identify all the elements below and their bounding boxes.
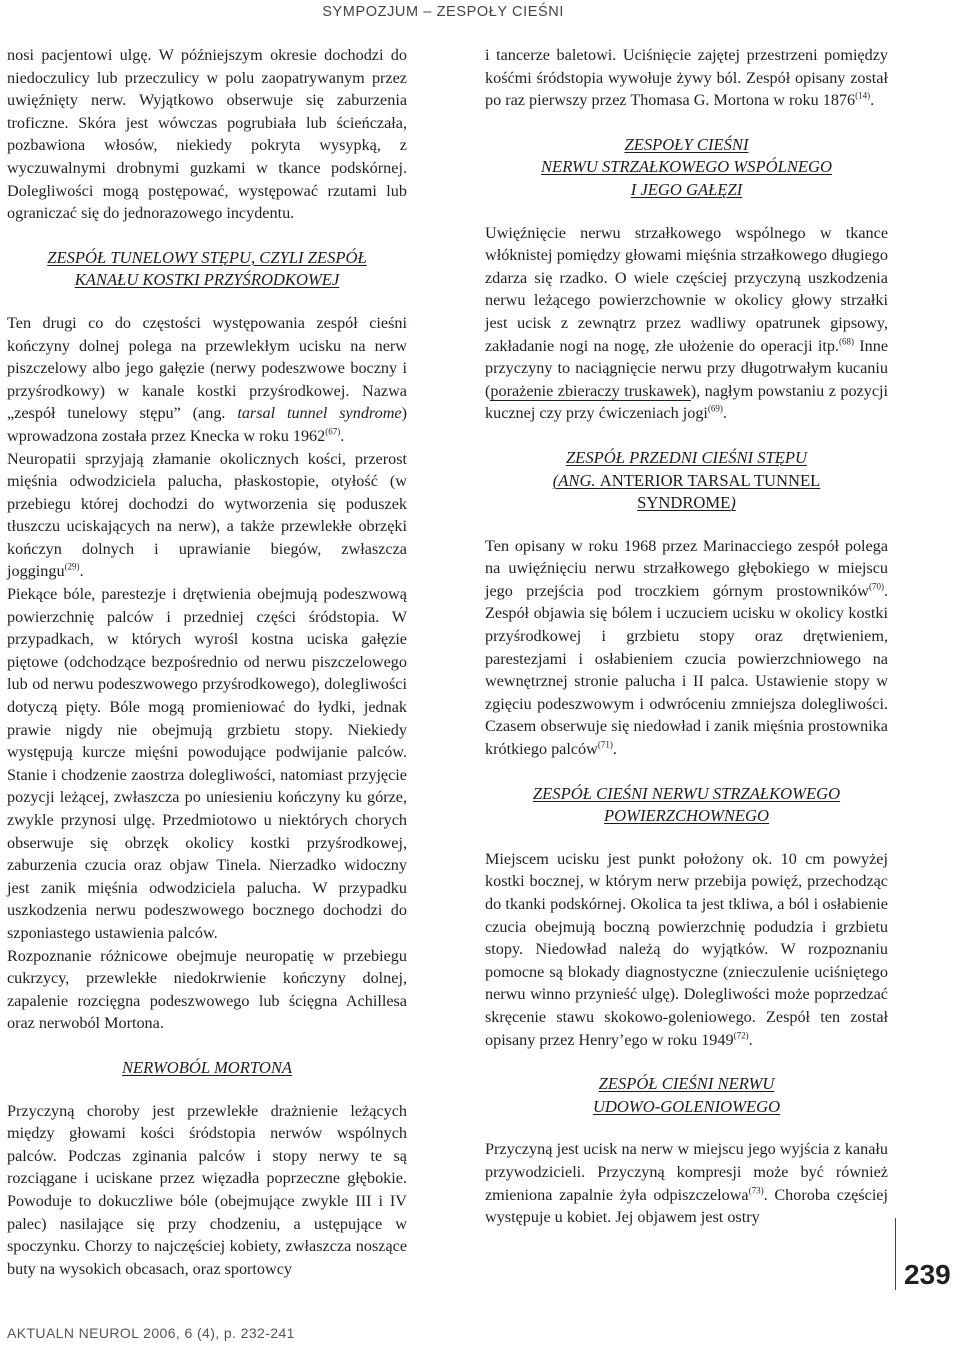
paragraph: Przyczyną jest ucisk na nerw w miejscu jego wyjścia z kanału przywodzicieli. Przyczyną kompresji może być również zmieniona zapalnie żyła odpiszczelowa$^{(73)}$. Choroba częściej występuje u kobiet. Jej objawem jest ostry	[485, 1140, 888, 1227]
section-heading-anterior-tarsal: ZESPÓŁ PRZEDNI CIEŚNI STĘPU (ANG. ANTERIOR TARSAL TUNNEL SYNDROME)	[552, 447, 821, 513]
reference-mark: (70)	[868, 581, 884, 592]
reference-mark: (72)	[733, 1030, 749, 1041]
reference-mark: (69)	[707, 403, 723, 414]
paragraph: Miejscem ucisku jest punkt położony ok. 10 cm powyżej kostki bocznej, w którym nerw przebija powięź, przechodząc do tkanki podskórnej. Okolica ta jest tkliwa, a ból i osłabienie czucia obejmują boczną powierzchnię podudzia i grzbietu stopy. Niedowład należą do wyjątków. W rozpoznaniu pomocne są blokady diagnostyczne (znieczulenie uciśniętego nerwu winno przynieść ulgę). Dolegliwości może poprzedzać skręcenie stawu skokowo-goleniowego. Zespół ten został opisany przez Henry’ego w roku 1949$^{(72)}$.	[485, 849, 888, 1049]
reference-mark: (73)	[748, 1185, 764, 1196]
running-header: SYMPOZJUM – ZESPOŁY CIEŚNI	[322, 4, 564, 20]
footer-citation: AKTUALN NEUROL 2006, 6 (4), p. 232-241	[7, 1325, 295, 1341]
paragraph: Przyczyną choroby jest przewlekłe drażnienie leżących między głowami kości śródstopia nerwów wspólnych palców. Podczas zginania palców i stopy nerwy te są rozciągane i uciskane przez więzadła poprzeczne głębokie. Powoduje to dokuczliwe bóle (obejmujące zwykle III i IV palec) nasilające się przy chodzeniu, a ustępujące w spoczynku. Chorzy to najczęściej kobiety, zwłaszcza noszące buty na wysokich obcasach, oraz sportowcy	[7, 1101, 407, 1278]
page-number: 239	[904, 1259, 951, 1290]
reference-mark: (14)	[855, 90, 871, 101]
reference-mark: (71)	[597, 739, 613, 750]
paragraph: Piekące bóle, parestezje i drętwienia obejmują podeszwową powierzchnię palców i przedniej części śródstopia. W przypadkach, w których wyrośl kostna uciska gałęzie piętowe (odchodzące bezpośrednio od nerwu piszczelowego lub od nerwu podeszwowego przyśrodkowego), dolegliwości dotyczą pięty. Bóle mogą promieniować do łydki, jednak prawie nigdy nie obejmują grzbietu stopy. Niekiedy występują kurcze mięśni powodujące podwijanie palców. Stanie i chodzenie zaostrza dolegliwości, natomiast przyjęcie pozycji leżącej, zwłaszcza po uniesieniu kończyny ku górze, zwykle przynosi ulgę. Przedmiotowo u niektórych chorych obserwuje się obrzęk okolicy kostki przyśrodkowej, zaburzenia czucia oraz objaw Tinela. Nierzadko widoczny jest zanik mięśnia odwodziciela palucha. W przypadku uszkodzenia nerwu podeszwowego bocznego dochodzi do szponiastego ustawienia palców.	[7, 585, 407, 942]
section-heading-morton: NERWOBÓL MORTONA	[121, 1057, 293, 1077]
page-number-divider	[895, 1218, 896, 1290]
italic-term: tarsal tunnel syndrome	[237, 404, 402, 423]
paragraph: Neuropatii sprzyjają złamanie okolicznych kości, przerost mięśnia odwodziciela palucha, płaskostopie, otyłość (w przebiegu której dochodzi do wytworzenia się poduszek tłuszczu uciskających na nerw), a także przewlekłe obrzęki kończyn dolnych i uprawianie biegów, zwłaszcza joggingu$^{(29)}$.	[7, 449, 407, 581]
section-heading-saphenous: ZESPÓŁ CIEŚNI NERWU UDOWO-GOLENIOWEGO	[592, 1074, 781, 1116]
right-column	[485, 44, 888, 1229]
paragraph: i tancerze baletowi. Uciśnięcie zajętej przestrzeni pomiędzy kośćmi śródstopia wywołuje żywy ból. Zespół opisany został po raz pierwszy przez Thomasa G. Mortona w roku 1876$^{(14)}$.	[485, 46, 888, 110]
reference-mark: (67)	[325, 426, 341, 437]
paragraph: nosi pacjentowi ulgę. W późniejszym okresie dochodzi do niedoczulicy lub przeczulicy w polu zaopatrywanym przez uwięźnięty nerw. Wyjątkowo obserwuje się zaburzenia troficzne. Skóra jest wówczas pogrubiała lub ścieńczała, pozbawiona włosów, niekiedy pokryta wysypką, z wyczuwalnymi drobnymi guzkami w tkance podskórnej. Dolegliwości mogą postępować, występować rzutami lub ograniczać się do jednorazowego incydentu.	[7, 46, 407, 223]
left-column	[7, 44, 407, 1280]
section-heading-tarsal-tunnel: ZESPÓŁ TUNELOWY STĘPU, CZYLI ZESPÓŁ KANAŁU KOSTKI PRZYŚRODKOWEJ	[47, 247, 367, 290]
paragraph: Ten drugi co do częstości występowania zespół cieśni kończyny dolnej polega na przewlekłym ucisku na nerw piszczelowy albo jego gałęzie (nerwy podeszwowe boczny i przyśrodkowy) w kanale kostki przyśrodkowej. Nazwa „zespół tunelowy stępu” (ang. tarsal tunnel syndrome) wprowadzona została przez Knecka w roku 1962$^{(67)}$.	[7, 313, 407, 445]
section-heading-peroneal-common: ZESPOŁY CIEŚNI NERWU STRZAŁKOWEGO WSPÓLNEGO I JEGO GAŁĘZI	[540, 134, 832, 199]
reference-mark: (68)	[838, 336, 854, 347]
section-heading-peroneal-superficial: ZESPÓŁ CIEŚNI NERWU STRZAŁKOWEGO POWIERZCHOWNEGO	[532, 783, 841, 826]
paragraph: Ten opisany w roku 1968 przez Marinacciego zespół polega na uwięźnięciu nerwu strzałkowego głębokiego w miejscu jego przejścia pod troczkiem górnym prostowników$^{(70)}$. Zespół objawia się bólem i uczuciem ucisku w okolicy kostki przyśrodkowej i grzbietu stopy oraz drętwieniem, parestezjami i osłabieniem czucia powierzchniowego na wewnętrznej stronie palucha i II palca. Ustawienie stopy w zgięciu podeszwowym i odwróceniu zmniejsza dolegliwości. Czasem obserwuje się niedowład i zanik mięśnia prostownika krótkiego palców$^{(71)}$.	[485, 536, 888, 759]
reference-mark: (29)	[64, 562, 80, 573]
paragraph: Rozpoznanie różnicowe obejmuje neuropatię w przebiegu cukrzycy, przewlekłe niedokrwienie kończyny dolnej, zapalenie rozcięgna podeszwowego lub ścięgna Achillesa oraz nerwoból Mortona.	[7, 946, 407, 1033]
paragraph: Uwięźnięcie nerwu strzałkowego wspólnego w tkance włóknistej pomiędzy głowami mięśnia strzałkowego długiego zdarza się rzadko. O wiele częściej przyczyną uszkodzenia nerwu leżącego powierzchownie w okolicy głowy strzałki jest ucisk z zewnątrz przez wadliwy opatrunek gipsowy, zakładanie nogi na nogę, złe ułożenie do operacji itp.$^{(68)}$ Inne przyczyny to naciągnięcie nerwu przy długotrwałym kucaniu (porażenie zbieraczy truskawek), nagłym powstaniu z pozycji kucznej czy przy ćwiczeniach jogi$^{(69)}$.	[485, 223, 889, 423]
highlighted-term: porażenie zbieraczy truskawek	[490, 381, 691, 400]
